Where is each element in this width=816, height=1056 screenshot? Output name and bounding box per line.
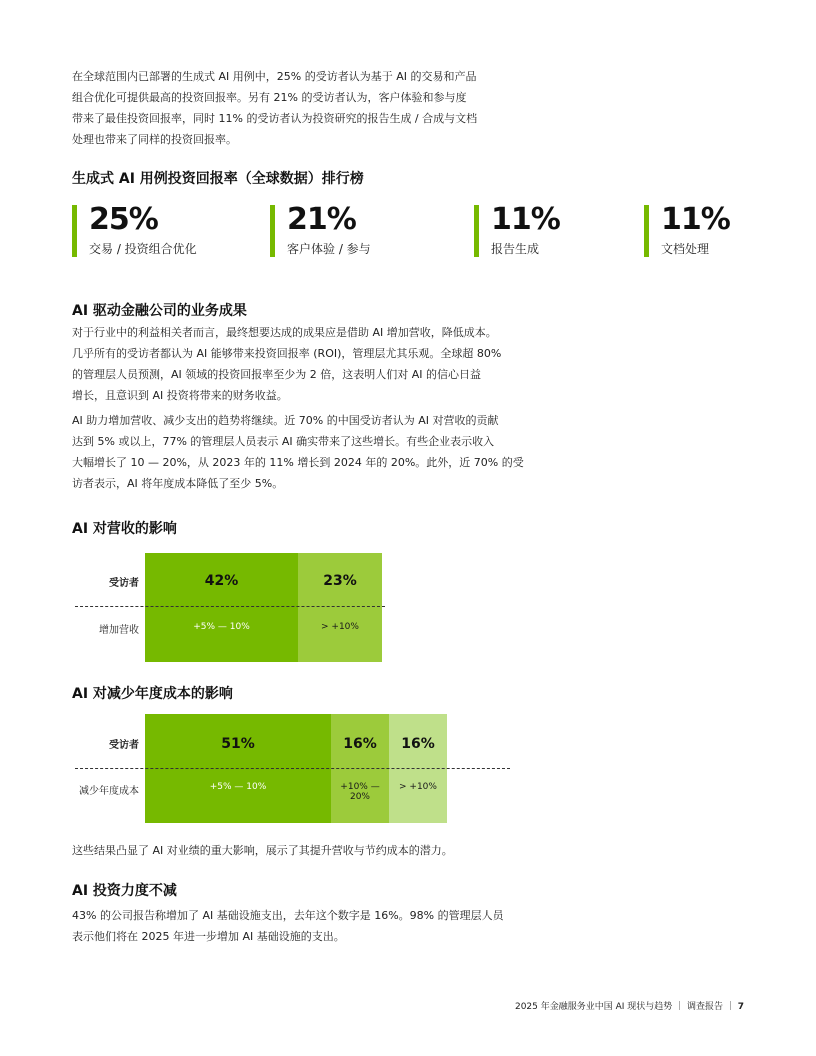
- stat-card-report: [474, 202, 560, 257]
- page-footer: [515, 999, 744, 1012]
- row-label-respondents: 受访者: [109, 578, 139, 589]
- segment-percent: 16%: [401, 736, 435, 752]
- row-label-revenue-increase: 增加营收: [99, 625, 139, 636]
- segment-range: > +10%: [321, 622, 359, 632]
- cost-impact-chart: [72, 714, 522, 823]
- outcomes-line: 访者表示，AI 将年度成本降低了至少 5%。: [72, 477, 284, 490]
- outcomes-line: 达到 5% 或以上，77% 的管理层人员表示 AI 确实带来了这些增长。有些企业表示收入: [72, 435, 495, 448]
- investment-line: 表示他们将在 2025 年进一步增加 AI 基础设施的支出。: [72, 930, 345, 943]
- outcomes-line: 的管理层人员预测，AI 领域的投资回报率至少为 2 倍，这表明人们对 AI 的信心日益: [72, 368, 482, 381]
- intro-paragraph: [72, 66, 477, 150]
- stat-card-document: [644, 202, 730, 257]
- segment-range: +5% — 10%: [193, 622, 250, 632]
- segment-range: +10% — 20%: [340, 782, 380, 802]
- intro-line: 组合优化可提供最高的投资回报率。另有 21% 的受访者认为，客户体验和参与度: [72, 91, 467, 104]
- outcomes-line: 对于行业中的利益相关者而言，最终想要达成的成果应是借助 AI 增加营收，降低成本。: [72, 326, 497, 339]
- stat-label: 报告生成: [491, 242, 540, 256]
- outcomes-line: 几乎所有的受访者都认为 AI 能够带来投资回报率 (ROI)，管理层尤其乐观。全球超 80%: [72, 347, 502, 360]
- cost-chart-title: AI 对减少年度成本的影响: [72, 686, 233, 702]
- chart-divider: [75, 606, 385, 607]
- intro-line: 带来了最佳投资回报率，同时 11% 的受访者认为投资研究的报告生成 / 合成与文档: [72, 112, 478, 125]
- investment-title: AI 投资力度不减: [72, 883, 177, 899]
- segment-percent: 42%: [204, 573, 239, 589]
- stat-label: 文档处理: [661, 242, 710, 256]
- stat-value: 25%: [89, 202, 158, 237]
- revenue-impact-chart: [72, 553, 522, 662]
- segment-range: > +10%: [399, 782, 437, 792]
- chart-divider: [75, 768, 510, 769]
- intro-line: 处理也带来了同样的投资回报率。: [72, 133, 237, 146]
- outcomes-line: AI 助力增加营收、减少支出的趋势将继续。近 70% 的中国受访者认为 AI 对营收的贡献: [72, 414, 499, 427]
- stat-value: 11%: [491, 202, 560, 237]
- stat-value: 11%: [661, 202, 730, 237]
- row-label-cost-reduction: 减少年度成本: [79, 786, 139, 797]
- segment-percent: 16%: [343, 736, 377, 752]
- outcomes-title: AI 驱动金融公司的业务成果: [72, 303, 247, 319]
- footer-title: 2025 年金融服务业中国 AI 现状与趋势 ｜ 调查报告 ｜: [514, 1002, 735, 1012]
- outcomes-paragraph-2: [72, 410, 524, 494]
- conclusion-text: 这些结果凸显了 AI 对业绩的重大影响，展示了其提升营收与节约成本的潜力。: [72, 844, 453, 857]
- investment-line: 43% 的公司报告称增加了 AI 基础设施支出，去年这个数字是 16%。98% 的管理层人员: [72, 909, 504, 922]
- stat-label: 客户体验 / 参与: [287, 242, 371, 256]
- stat-card-trading: [72, 202, 197, 257]
- segment-percent: 23%: [323, 573, 357, 589]
- stat-label: 交易 / 投资组合优化: [89, 242, 197, 256]
- segment-percent: 51%: [221, 736, 255, 752]
- chart-segment: [298, 553, 382, 662]
- intro-line: 在全球范围内已部署的生成式 AI 用例中，25% 的受访者认为基于 AI 的交易和产品: [72, 70, 477, 83]
- stat-value: 21%: [287, 202, 356, 237]
- roi-ranking-title: 生成式 AI 用例投资回报率（全球数据）排行榜: [72, 171, 364, 187]
- revenue-chart-title: AI 对营收的影响: [72, 521, 177, 537]
- outcomes-line: 大幅增长了 10 — 20%，从 2023 年的 11% 增长到 2024 年的 20%。此外，近 70% 的受: [72, 456, 524, 469]
- chart-segment: [145, 553, 298, 662]
- investment-paragraph: [72, 905, 504, 947]
- row-label-respondents: 受访者: [109, 740, 139, 751]
- page-number: 7: [737, 1002, 744, 1012]
- outcomes-paragraph-1: [72, 322, 501, 406]
- segment-range: +5% — 10%: [209, 782, 267, 792]
- outcomes-line: 增长，且意识到 AI 投资将带来的财务收益。: [72, 389, 288, 402]
- stat-card-customer: [270, 202, 371, 257]
